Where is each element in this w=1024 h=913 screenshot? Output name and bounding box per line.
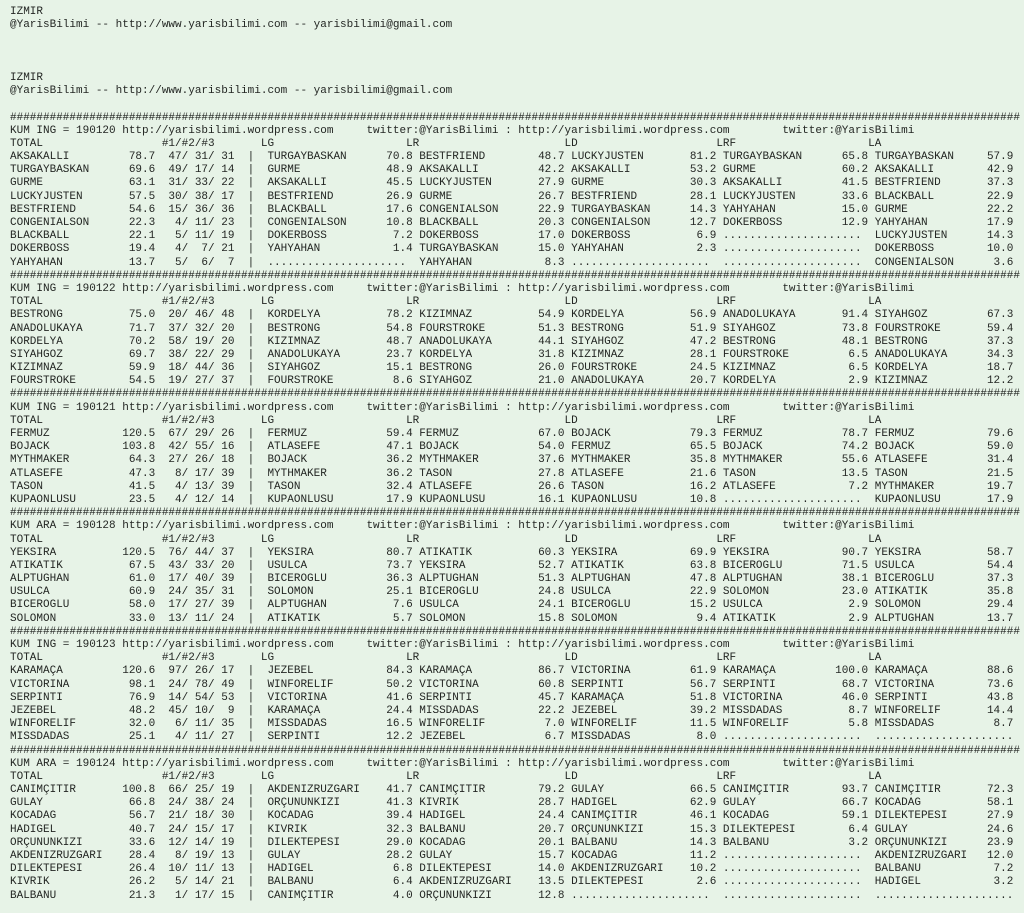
table-row: FOURSTROKE 54.5 19/ 27/ 37 | FOURSTROKE 8.6 SIYAHGÖZ 21.0 ANADOLUKAYA 20.7 KORDELYA 2.9 KIZIMNAZ 12.2 bbox=[10, 375, 1014, 388]
table-row: ORÇUNUNKIZI 33.6 12/ 14/ 19 | DILEKTEPESI 29.0 KOCADAG 20.1 BALBANU 14.3 BALBANU 3.2 ORÇUNUNKIZI 23.9 bbox=[10, 836, 1014, 849]
table-row: KIVRIK 26.2 5/ 14/ 21 | BALBANU 6.4 AKDENIZRÜZGARI 13.5 DILEKTEPESI 2.6 ..................... HADIGEL 3.2 bbox=[10, 876, 1014, 889]
race-table-3 bbox=[10, 388, 1024, 507]
table-row: MISSDADAS 25.1 4/ 11/ 27 | SERPINTI 12.2 JEZEBEL 6.7 MISSDADAS 8.0 ..................... ..................... bbox=[10, 731, 1014, 744]
table-row: LUCKYJUSTEN 57.5 30/ 38/ 17 | BESTFRIEND 26.9 GURME 26.7 BESTFRIEND 28.1 LUCKYJUSTEN 33.6 BLACKBALL 22.9 bbox=[10, 190, 1014, 203]
table-row: TURGAYBASKAN 69.6 49/ 17/ 14 | GURME 48.9 AKSAKALLI 42.2 AKSAKALLI 53.2 GURME 60.2 AKSAKALLI 42.9 bbox=[10, 164, 1014, 177]
table-row: BALBANU 21.3 1/ 17/ 15 | CANIMÇITIR 4.0 ORÇUNUNKIZI 12.8 ..................... ..................... ..................... bbox=[10, 889, 1014, 902]
table-row: KIZIMNAZ 59.9 18/ 44/ 36 | SIYAHGÖZ 15.1 BESTRONG 26.0 FOURSTROKE 24.5 KIZIMNAZ 6.5 KORDELYA 18.7 bbox=[10, 362, 1014, 375]
table-title-line: KUM ING = 190123 http://yarisbilimi.wordpress.com twitter:@YarisBilimi : http://yarisbilimi.wordpress.com twitter:@YarisBilimi bbox=[10, 639, 915, 651]
table-row: ANADOLUKAYA 71.7 37/ 32/ 20 | BESTRONG 54.8 FOURSTROKE 51.3 BESTRONG 51.9 SIYAHGÖZ 73.8 FOURSTROKE 59.4 bbox=[10, 322, 1014, 335]
race-table-4 bbox=[10, 507, 1024, 626]
separator-line: ######################################################################################################################################################### bbox=[10, 269, 1020, 282]
table-row: BOJACK 103.8 42/ 55/ 16 | ATLASEFE 47.1 BOJACK 54.0 FERMUZ 65.5 BOJACK 74.2 BOJACK 59.0 bbox=[10, 441, 1014, 454]
intro-block-top bbox=[10, 6, 1024, 72]
table-row: SIYAHGÖZ 69.7 38/ 22/ 29 | ANADOLUKAYA 23.7 KORDELYA 31.8 KIZIMNAZ 28.1 FOURSTROKE 6.5 ANADOLUKAYA 34.3 bbox=[10, 348, 1014, 361]
table-row: AKDENIZRÜZGARI 28.4 8/ 19/ 13 | GÜLAY 28.2 GÜLAY 15.7 KOCADAG 11.2 ..................... AKDENIZRÜZGARI 12.0 bbox=[10, 850, 1014, 862]
table-row: VICTORINA 98.1 24/ 78/ 49 | WINFORELIF 50.2 VICTORINA 60.8 SERPINTI 56.7 SERPINTI 68.7 VICTORINA 73.6 bbox=[10, 678, 1014, 691]
table-row: CONGENIALSON 22.3 4/ 11/ 23 | CONGENIALSON 10.8 BLACKBALL 20.3 CONGENIALSON 12.7 DÖKERBOSS 12.9 YAHYAHAN 17.9 bbox=[10, 217, 1014, 229]
table-row: AKSAKALLI 78.7 47/ 31/ 31 | TURGAYBASKAN 70.8 BESTFRIEND 48.7 LUCKYJUSTEN 81.2 TURGAYBASKAN 65.8 TURGAYBASKAN 57.9 bbox=[10, 151, 1014, 164]
table-row: GÜLAY 66.8 24/ 38/ 24 | ORÇUNUNKIZI 41.3 KIVRIK 28.7 HADIGEL 62.9 GÜLAY 66.7 KOCADAG 58.1 bbox=[10, 797, 1014, 810]
separator-line: ######################################################################################################################################################### bbox=[10, 507, 1020, 520]
table-row: YAHYAHAN 13.7 5/ 6/ 7 | ..................... YAHYAHAN 8.3 ..................... ..................... CONGENIALSON 3.6 bbox=[10, 256, 1014, 269]
table-row: DÖKERBOSS 19.4 4/ 7/ 21 | YAHYAHAN 1.4 TURGAYBASKAN 15.0 YAHYAHAN 2.3 ..................... DÖKERBOSS 10.0 bbox=[10, 243, 1014, 256]
table-row: SOLOMON 33.0 13/ 11/ 24 | ATIKATIK 5.7 SOLOMON 15.8 SOLOMON 9.4 ATIKATIK 2.9 ALPTUGHAN 13.7 bbox=[10, 612, 1014, 625]
tables-container bbox=[10, 112, 1024, 903]
table-row: GURME 63.1 31/ 33/ 22 | AKSAKALLI 45.5 LUCKYJUSTEN 27.9 GURME 30.3 AKSAKALLI 41.5 BESTFRIEND 37.3 bbox=[10, 177, 1014, 190]
table-row: FERMUZ 120.5 67/ 29/ 26 | FERMUZ 59.4 FERMUZ 67.0 BOJACK 79.3 FERMUZ 78.7 FERMUZ 79.6 bbox=[10, 428, 1014, 440]
blank-line bbox=[10, 59, 1024, 72]
race-statistics-document bbox=[10, 6, 1024, 903]
table-row: YEKSIRA 120.5 76/ 44/ 37 | YEKSIRA 80.7 ATIKATIK 60.3 YEKSIRA 69.9 YEKSIRA 90.7 YEKSIRA 58.7 bbox=[10, 546, 1014, 559]
table-row: BESTRONG 75.0 20/ 46/ 48 | KORDELYA 78.2 KIZIMNAZ 54.9 KORDELYA 56.9 ANADOLUKAYA 91.4 SIYAHGÖZ 67.3 bbox=[10, 309, 1014, 322]
table-row: HADIGEL 40.7 24/ 15/ 17 | KIVRIK 32.3 BALBANU 20.7 ORÇUNUNKIZI 15.3 DILEKTEPESI 6.4 GÜLAY 24.6 bbox=[10, 823, 1014, 836]
table-row: KARAMAÇA 120.6 97/ 26/ 17 | JEZEBEL 84.3 KARAMAÇA 86.7 VICTORINA 61.9 KARAMAÇA 100.0 KARAMAÇA 88.6 bbox=[10, 665, 1014, 678]
table-row: TASON 41.5 4/ 13/ 39 | TASON 32.4 ATLASEFE 26.6 TASON 16.2 ATLASEFE 7.2 MYTHMAKER 19.7 bbox=[10, 480, 1014, 493]
table-row: MYTHMAKER 64.3 27/ 26/ 18 | BOJACK 36.2 MYTHMAKER 37.6 MYTHMAKER 35.8 MYTHMAKER 55.6 ATLASEFE 31.4 bbox=[10, 454, 1014, 467]
separator-line: ######################################################################################################################################################### bbox=[10, 111, 1020, 124]
contact-line: @YarisBilimi -- http://www.yarisbilimi.com -- yarisbilimi@gmail.com bbox=[10, 19, 453, 32]
column-header-line: TOTAL #1/#2/#3 LG LR LD LRF LA bbox=[10, 296, 882, 309]
column-header-line: TOTAL #1/#2/#3 LG LR LD LRF LA bbox=[10, 652, 882, 665]
race-table-6 bbox=[10, 745, 1024, 903]
contact-line: @YarisBilimi -- http://www.yarisbilimi.com -- yarisbilimi@gmail.com bbox=[10, 85, 453, 98]
column-header-line: TOTAL #1/#2/#3 LG LR LD LRF LA bbox=[10, 414, 882, 427]
separator-line: ######################################################################################################################################################### bbox=[10, 388, 1020, 401]
table-row: DILEKTEPESI 26.4 10/ 11/ 13 | HADIGEL 6.8 DILEKTEPESI 14.0 AKDENIZRÜZGARI 10.2 ..................... BALBANU 7.2 bbox=[10, 863, 1014, 876]
race-table-5 bbox=[10, 626, 1024, 745]
table-row: BESTFRIEND 54.6 15/ 36/ 36 | BLACKBALL 17.6 CONGENIALSON 22.9 TURGAYBASKAN 14.3 YAHYAHAN 15.0 GURME 22.2 bbox=[10, 203, 1014, 216]
blank-line bbox=[10, 32, 1024, 45]
table-title-line: KUM ING = 190122 http://yarisbilimi.wordpress.com twitter:@YarisBilimi : http://yarisbilimi.wordpress.com twitter:@YarisBilimi bbox=[10, 282, 915, 295]
table-row: JEZEBEL 48.2 45/ 10/ 9 | KARAMAÇA 24.4 MISSDADAS 22.2 JEZEBEL 39.2 MISSDADAS 8.7 WINFORELIF 14.4 bbox=[10, 704, 1014, 717]
table-row: KORDELYA 70.2 58/ 19/ 20 | KIZIMNAZ 48.7 ANADOLUKAYA 44.1 SIYAHGÖZ 47.2 BESTRONG 48.1 BESTRONG 37.3 bbox=[10, 335, 1014, 348]
column-header-line: TOTAL #1/#2/#3 LG LR LD LRF LA bbox=[10, 137, 882, 150]
blank-line bbox=[10, 98, 1024, 111]
table-row: ATIKATIK 67.5 43/ 33/ 20 | USULCA 73.7 YEKSIRA 52.7 ATIKATIK 63.8 BICEROGLU 71.5 USULCA 54.4 bbox=[10, 559, 1014, 572]
column-header-line: TOTAL #1/#2/#3 LG LR LD LRF LA bbox=[10, 533, 882, 546]
location-line: IZMIR bbox=[10, 71, 44, 84]
blank-line bbox=[10, 46, 1024, 59]
table-row: BICEROGLU 58.0 17/ 27/ 39 | ALPTUGHAN 7.6 USULCA 24.1 BICEROGLU 15.2 USULCA 2.9 SOLOMON 29.4 bbox=[10, 599, 1014, 612]
table-row: ALPTUGHAN 61.0 17/ 40/ 39 | BICEROGLU 36.3 ALPTUGHAN 51.3 ALPTUGHAN 47.8 ALPTUGHAN 38.1 BICEROGLU 37.3 bbox=[10, 573, 1014, 586]
intro-block-repeat bbox=[10, 72, 1024, 112]
table-row: KOCADAG 56.7 21/ 18/ 30 | KOCADAG 39.4 HADIGEL 24.4 CANIMÇITIR 46.1 KOCADAG 59.1 DILEKTEPESI 27.9 bbox=[10, 810, 1014, 823]
table-title-line: KUM ING = 190120 http://yarisbilimi.wordpress.com twitter:@YarisBilimi : http://yarisbilimi.wordpress.com twitter:@YarisBilimi bbox=[10, 124, 915, 137]
table-row: SERPINTI 76.9 14/ 54/ 53 | VICTORINA 41.6 SERPINTI 45.7 KARAMAÇA 51.8 VICTORINA 46.0 SERPINTI 43.8 bbox=[10, 691, 1014, 704]
race-table-2 bbox=[10, 270, 1024, 389]
table-title-line: KUM ING = 190121 http://yarisbilimi.wordpress.com twitter:@YarisBilimi : http://yarisbilimi.wordpress.com twitter:@YarisBilimi bbox=[10, 401, 915, 414]
location-line: IZMIR bbox=[10, 6, 44, 18]
table-title-line: KUM ARA = 190128 http://yarisbilimi.wordpress.com twitter:@YarisBilimi : http://yarisbilimi.wordpress.com twitter:@YarisBilimi bbox=[10, 520, 915, 533]
table-row: KUPAONLUSU 23.5 4/ 12/ 14 | KUPAONLUSU 17.9 KUPAONLUSU 16.1 KUPAONLUSU 10.8 ..................... KUPAONLUSU 17.9 bbox=[10, 493, 1014, 506]
table-row: USULCA 60.9 24/ 35/ 31 | SOLOMON 25.1 BICEROGLU 24.8 USULCA 22.9 SOLOMON 23.0 ATIKATIK 35.8 bbox=[10, 586, 1014, 599]
table-row: BLACKBALL 22.1 5/ 11/ 19 | DÖKERBOSS 7.2 DÖKERBOSS 17.0 DÖKERBOSS 6.9 ..................... LUCKYJUSTEN 14.3 bbox=[10, 230, 1014, 243]
separator-line: ######################################################################################################################################################### bbox=[10, 625, 1020, 638]
table-row: CANIMÇITIR 100.8 66/ 25/ 19 | AKDENIZRÜZGARI 41.7 CANIMÇITIR 79.2 GÜLAY 66.5 CANIMÇITIR 93.7 CANIMÇITIR 72.3 bbox=[10, 784, 1014, 797]
table-row: WINFORELIF 32.0 6/ 11/ 35 | MISSDADAS 16.5 WINFORELIF 7.0 WINFORELIF 11.5 WINFORELIF 5.8 MISSDADAS 8.7 bbox=[10, 718, 1014, 731]
table-title-line: KUM ARA = 190124 http://yarisbilimi.wordpress.com twitter:@YarisBilimi : http://yarisbilimi.wordpress.com twitter:@YarisBilimi bbox=[10, 757, 915, 770]
table-row: ATLASEFE 47.3 8/ 17/ 39 | MYTHMAKER 36.2 TASON 27.8 ATLASEFE 21.6 TASON 13.5 TASON 21.5 bbox=[10, 467, 1014, 480]
separator-line: ######################################################################################################################################################### bbox=[10, 744, 1020, 757]
column-header-line: TOTAL #1/#2/#3 LG LR LD LRF LA bbox=[10, 770, 882, 783]
race-table-1 bbox=[10, 112, 1024, 270]
